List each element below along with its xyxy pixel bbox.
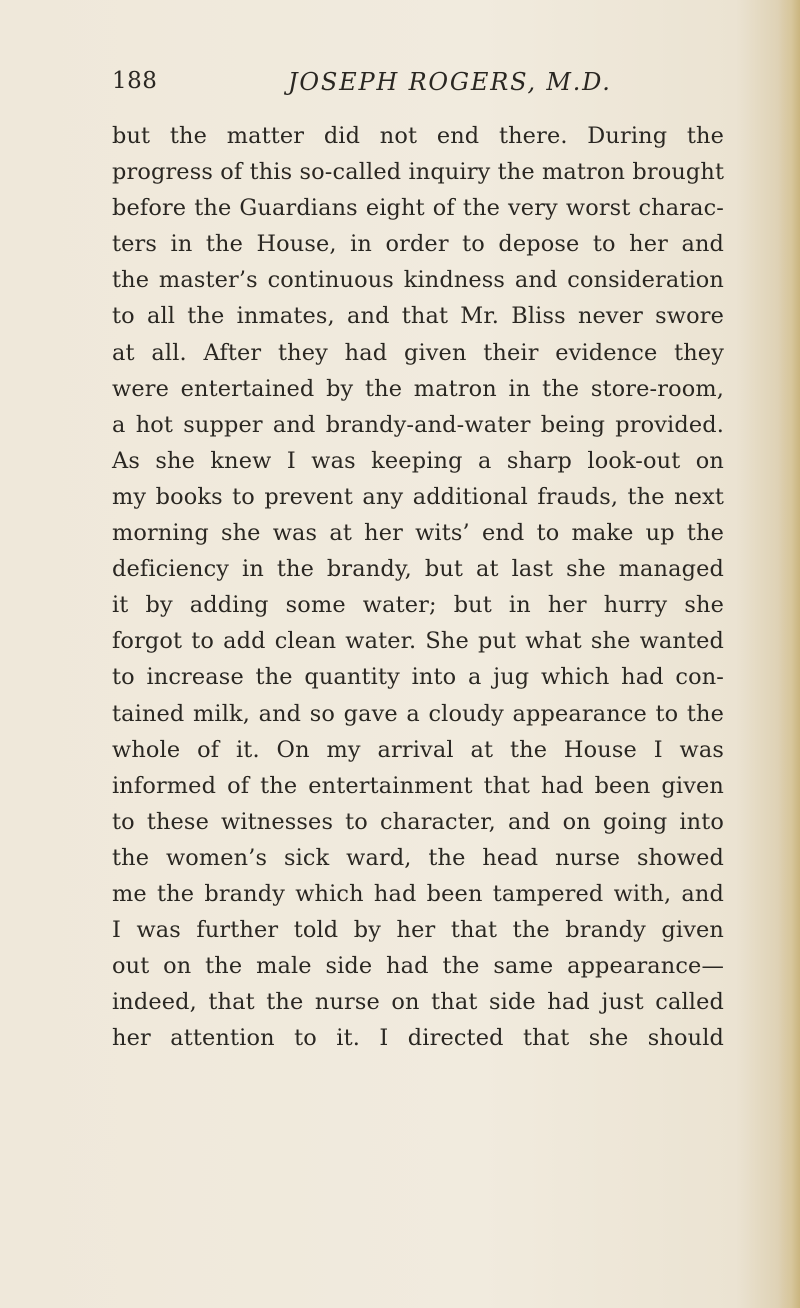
text-line: but the matter did not end there. During the [112, 123, 724, 149]
text-line: forgot to add clean water. She put what she wanted [112, 628, 724, 655]
body-text [112, 118, 724, 1056]
text-line: to these witnesses to character, and on going into [112, 808, 724, 835]
text-line: before the Guardians eight of the very worst charac- [112, 195, 724, 222]
running-head: JOSEPH ROGERS, M.D. [288, 68, 612, 96]
text-line: the master’s continuous kindness and consideration [112, 267, 724, 294]
text-line: whole of it. On my arrival at the House I was [112, 736, 724, 763]
text-line: morning she was at her wits’ end to make up the [112, 520, 724, 547]
text-line: As she knew I was keeping a sharp look-out on [112, 447, 724, 474]
text-line: it by adding some water; but in her hurry she [112, 592, 724, 619]
text-line: informed of the entertainment that had been given [112, 772, 724, 799]
page-edge-stain [778, 0, 800, 1308]
text-line: at all. After they had given their evidence they [112, 339, 724, 366]
text-line: tained milk, and so gave a cloudy appearance to the [112, 700, 724, 727]
text-line: out on the male side had the same appearance— [112, 953, 724, 980]
page-header [0, 68, 800, 104]
text-line: were entertained by the matron in the store-room, [112, 375, 724, 402]
page-number: 188 [112, 68, 158, 94]
text-line: me the brandy which had been tampered with, and [112, 880, 724, 907]
text-line: deficiency in the brandy, but at last she managed [112, 556, 724, 583]
text-line: my books to prevent any additional frauds, the next [112, 483, 724, 510]
text-line: to all the inmates, and that Mr. Bliss never swore [112, 303, 724, 330]
text-line: I was further told by her that the brandy given [112, 917, 724, 944]
text-line: progress of this so-called inquiry the matron brought [112, 159, 725, 186]
text-line: a hot supper and brandy-and-water being provided. [112, 411, 724, 438]
text-line: the women’s sick ward, the head nurse showed [112, 844, 724, 871]
text-line: her attention to it. I directed that she should [112, 1025, 724, 1052]
text-line: to increase the quantity into a jug which had con- [112, 664, 724, 691]
text-line: indeed, that the nurse on that side had just called [112, 989, 724, 1016]
text-line: ters in the House, in order to depose to her and [112, 231, 724, 258]
